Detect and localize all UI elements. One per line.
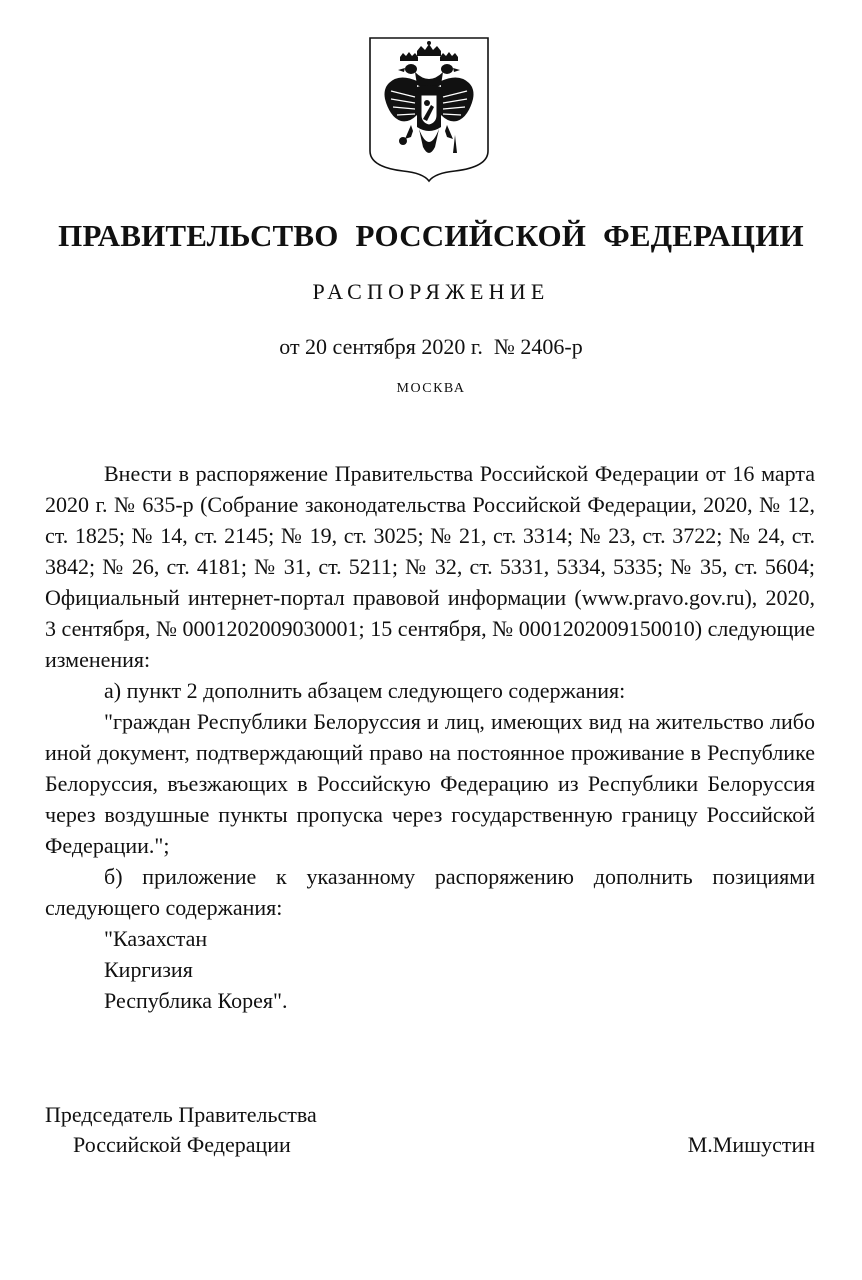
country-item: Киргизия [104, 957, 193, 982]
document-body [45, 458, 815, 1016]
coat-of-arms-icon [367, 35, 491, 183]
document-date-number: от 20 сентября 2020 г. № 2406-р [279, 334, 583, 359]
intro-paragraph: Внести в распоряжение Правительства Российской Федерации от 16 марта 2020 г. № 635-р (Собрание законодательства Российской Федерации, 2020, № 12, ст. 1825; № 14, ст. 2145; № 19, ст. 3025; № 21, ст. 3314; № 23, ст. 3722; № 24, ст. 3842; № 26, ст. 4181; № 31, ст. 5211; № 32, ст. 5331, 5334, 5335; № 35, ст. 5604; Официальный интернет-портал правовой информации (www.pravo.gov.ru), 2020, 3 сентября, № 0001202009030001; 15 сентября, № 0001202009150010) следующие изменения: [45, 461, 815, 672]
item-a-paragraph: а) пункт 2 дополнить абзацем следующего содержания: [104, 678, 626, 703]
item-a-quote-paragraph: "граждан Республики Белоруссия и лиц, имеющих вид на жительство либо иной документ, подтверждающий право на постоянное проживание в Республике Белоруссия, въезжающих в Российскую Федерацию из Республики Белоруссия через воздушные пункты пропуска через государственную границу Российской Федерации."; [45, 709, 815, 858]
document-type: РАСПОРЯЖЕНИЕ [312, 279, 550, 304]
country-item: "Казахстан [104, 926, 208, 951]
signatory-position-line1: Председатель Правительства [45, 1102, 317, 1127]
government-title: ПРАВИТЕЛЬСТВО РОССИЙСКОЙ ФЕДЕРАЦИИ [58, 218, 804, 253]
item-b-paragraph: б) приложение к указанному распоряжению дополнить позициями следующего содержания: [45, 864, 815, 920]
signatory-name: М.Мишустин [687, 1132, 815, 1157]
signatory-position-line2: Российской Федерации [73, 1132, 291, 1157]
country-item: Республика Корея". [104, 988, 288, 1013]
document-city: МОСКВА [396, 381, 466, 396]
signature-block [45, 1100, 815, 1160]
